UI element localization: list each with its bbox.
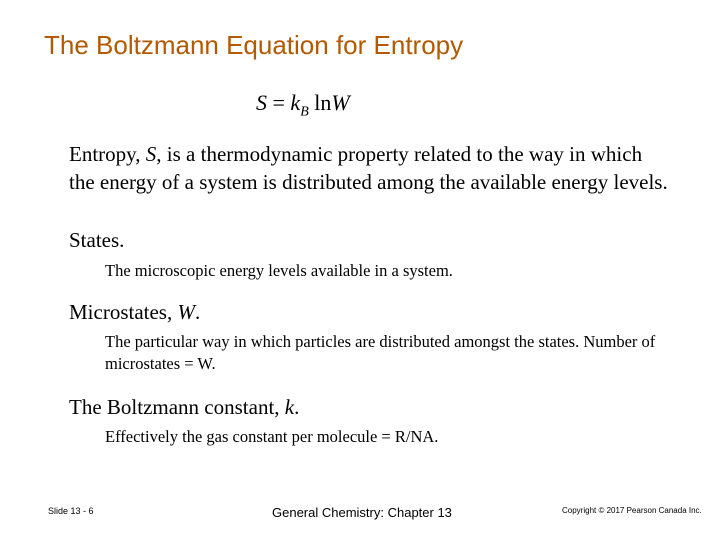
intro-text-1: Entropy, (69, 142, 146, 166)
boltzmann-dot: . (294, 395, 300, 419)
microstates-description: The particular way in which particles are distributed amongst the states. Number of microstates = W. (105, 332, 656, 373)
slide-number: Slide 13 - 6 (48, 506, 94, 516)
entropy-symbol: S (256, 90, 267, 115)
microstates-var: W (177, 300, 195, 324)
microstates-heading (69, 300, 200, 325)
microstates-dot: . (194, 300, 201, 324)
constant-subscript: B (300, 104, 309, 120)
ln-operator: ln (308, 90, 332, 115)
intro-text-2: , is a thermodynamic property related to the way in which the energy of a system is distributed among the available energy levels. (69, 142, 668, 194)
constant-symbol: k (290, 90, 301, 115)
equals-sign: = (267, 90, 291, 115)
boltzmann-constant-heading (69, 395, 299, 420)
intro-entropy-symbol: S (145, 142, 157, 166)
microstates-heading-text: Microstates, (69, 300, 178, 324)
boltzmann-constant-description: Effectively the gas constant per molecule = R/NA. (105, 427, 439, 446)
slide-title: The Boltzmann Equation for Entropy (44, 30, 464, 60)
copyright-footer: Copyright © 2017 Pearson Canada Inc. (562, 506, 702, 515)
states-description: The microscopic energy levels available in a system. (105, 261, 453, 280)
microstates-symbol: W (331, 90, 350, 115)
boltzmann-var: k (284, 395, 295, 419)
entropy-definition (69, 140, 669, 196)
states-heading: States. (69, 228, 125, 252)
boltzmann-equation (256, 90, 350, 120)
boltzmann-heading-text: The Boltzmann constant, (69, 395, 285, 419)
course-footer: General Chemistry: Chapter 13 (272, 505, 452, 520)
